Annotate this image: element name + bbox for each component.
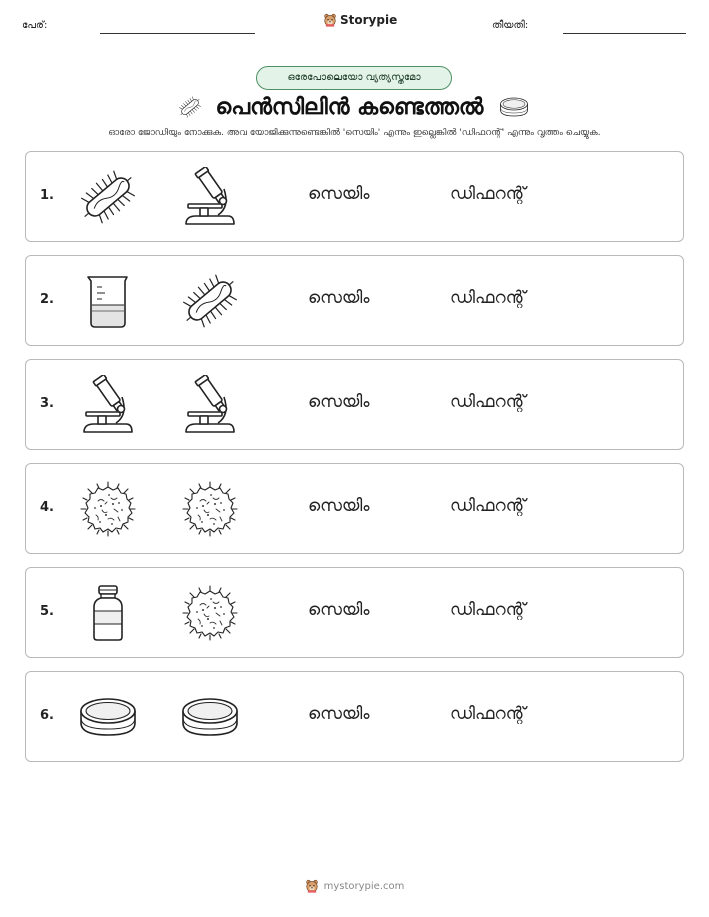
microscope-icon — [180, 375, 240, 435]
date-label: തീയതി: — [492, 20, 529, 31]
beaker-icon — [78, 271, 138, 331]
bacteria-icon — [178, 95, 202, 119]
microscope-icon — [180, 167, 240, 227]
microscope-icon — [78, 375, 138, 435]
question-row — [25, 255, 684, 346]
date-line[interactable] — [563, 33, 686, 34]
different-option[interactable]: ഡിഫറന്റ് — [450, 496, 526, 516]
footer-url[interactable]: mystorypie.com — [323, 880, 405, 892]
question-row — [25, 359, 684, 450]
question-row — [25, 463, 684, 554]
question-number: 2. — [40, 292, 54, 307]
brand-logo — [323, 13, 397, 27]
question-number: 1. — [40, 188, 54, 203]
different-option[interactable]: ഡിഫറന്റ് — [450, 600, 526, 620]
question-number: 5. — [40, 604, 54, 619]
same-option[interactable]: സെയിം — [308, 288, 370, 308]
name-line[interactable] — [100, 33, 255, 34]
different-option[interactable]: ഡിഫറന്റ് — [450, 184, 526, 204]
name-label: പേര്: — [22, 20, 48, 31]
bear-logo-icon — [305, 879, 319, 893]
question-row — [25, 567, 684, 658]
same-option[interactable]: സെയിം — [308, 496, 370, 516]
mold-spore-icon — [78, 479, 138, 539]
title-row — [0, 92, 709, 122]
bacteria-icon — [78, 167, 138, 227]
question-number: 4. — [40, 500, 54, 515]
same-option[interactable]: സെയിം — [308, 392, 370, 412]
same-option[interactable]: സെയിം — [308, 600, 370, 620]
bacteria-icon — [180, 271, 240, 331]
mold-spore-icon — [180, 583, 240, 643]
instructions: ഓരോ ജോഡിയും നോക്കുക. അവ യോജിക്കുന്നുണ്ടെങ്കിൽ 'സെയിം' എന്നും ഇല്ലെങ്കിൽ 'ഡിഫറന്റ്' എന്നും വൃത്തം ചെയ്യുക. — [108, 128, 601, 138]
petri-dish-icon — [78, 687, 138, 747]
worksheet-header — [0, 0, 709, 50]
different-option[interactable]: ഡിഫറന്റ് — [450, 288, 526, 308]
different-option[interactable]: ഡിഫറന്റ് — [450, 704, 526, 724]
bear-logo-icon — [323, 13, 337, 27]
page-title: പെൻസിലിൻ കണ്ടെത്തൽ — [215, 94, 484, 120]
same-option[interactable]: സെയിം — [308, 704, 370, 724]
question-number: 6. — [40, 708, 54, 723]
footer — [0, 879, 709, 893]
mold-spore-icon — [180, 479, 240, 539]
question-number: 3. — [40, 396, 54, 411]
different-option[interactable]: ഡിഫറന്റ് — [450, 392, 526, 412]
brand-name: Storypie — [340, 13, 398, 27]
question-row — [25, 151, 684, 242]
question-row — [25, 671, 684, 762]
vial-icon — [78, 583, 138, 643]
worksheet-type-badge: ഒരേപോലെയോ വ്യത്യസ്തമോ — [256, 66, 452, 90]
same-option[interactable]: സെയിം — [308, 184, 370, 204]
petri-dish-icon — [497, 92, 531, 122]
petri-dish-icon — [180, 687, 240, 747]
